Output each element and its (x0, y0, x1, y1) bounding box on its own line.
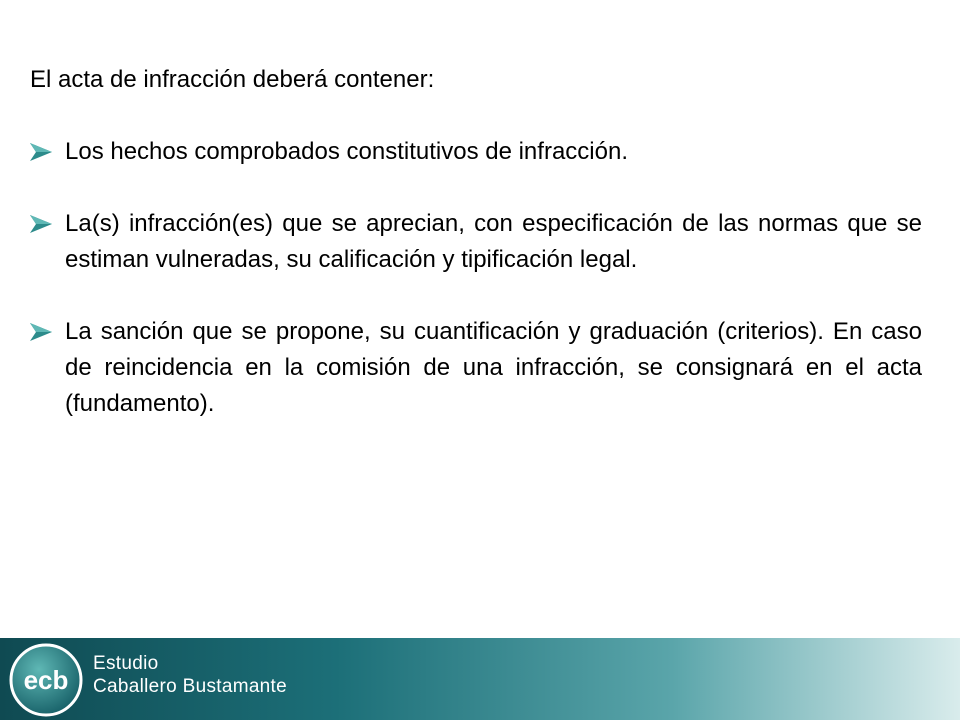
bullet-item (30, 206, 922, 278)
bullet-list (30, 134, 922, 422)
brand-line-1: Estudio (93, 653, 159, 674)
footer-band (0, 638, 960, 720)
bullet-item (30, 314, 922, 422)
intro-text: El acta de infracción deberá contener: (30, 66, 435, 93)
logo-text: ecb (23, 665, 69, 695)
arrow-bullet-icon (30, 143, 52, 161)
bullet-text: La sanción que se propone, su cuantificación y graduación (criterios). En caso de reincidencia en la comisión de una infracción, se consignará en el acta (fundamento). (65, 318, 922, 417)
bullet-text: Los hechos comprobados constitutivos de infracción. (65, 138, 628, 165)
bullet-item (30, 134, 922, 170)
slide-content (30, 62, 922, 458)
ecb-logo-icon (8, 642, 84, 718)
brand-name (93, 652, 287, 698)
brand-line-2: Caballero Bustamante (93, 676, 287, 697)
arrow-bullet-icon (30, 215, 52, 233)
arrow-bullet-icon (30, 323, 52, 341)
bullet-text: La(s) infracción(es) que se aprecian, con especificación de las normas que se estiman vulneradas, su calificación y tipificación legal. (65, 210, 922, 273)
